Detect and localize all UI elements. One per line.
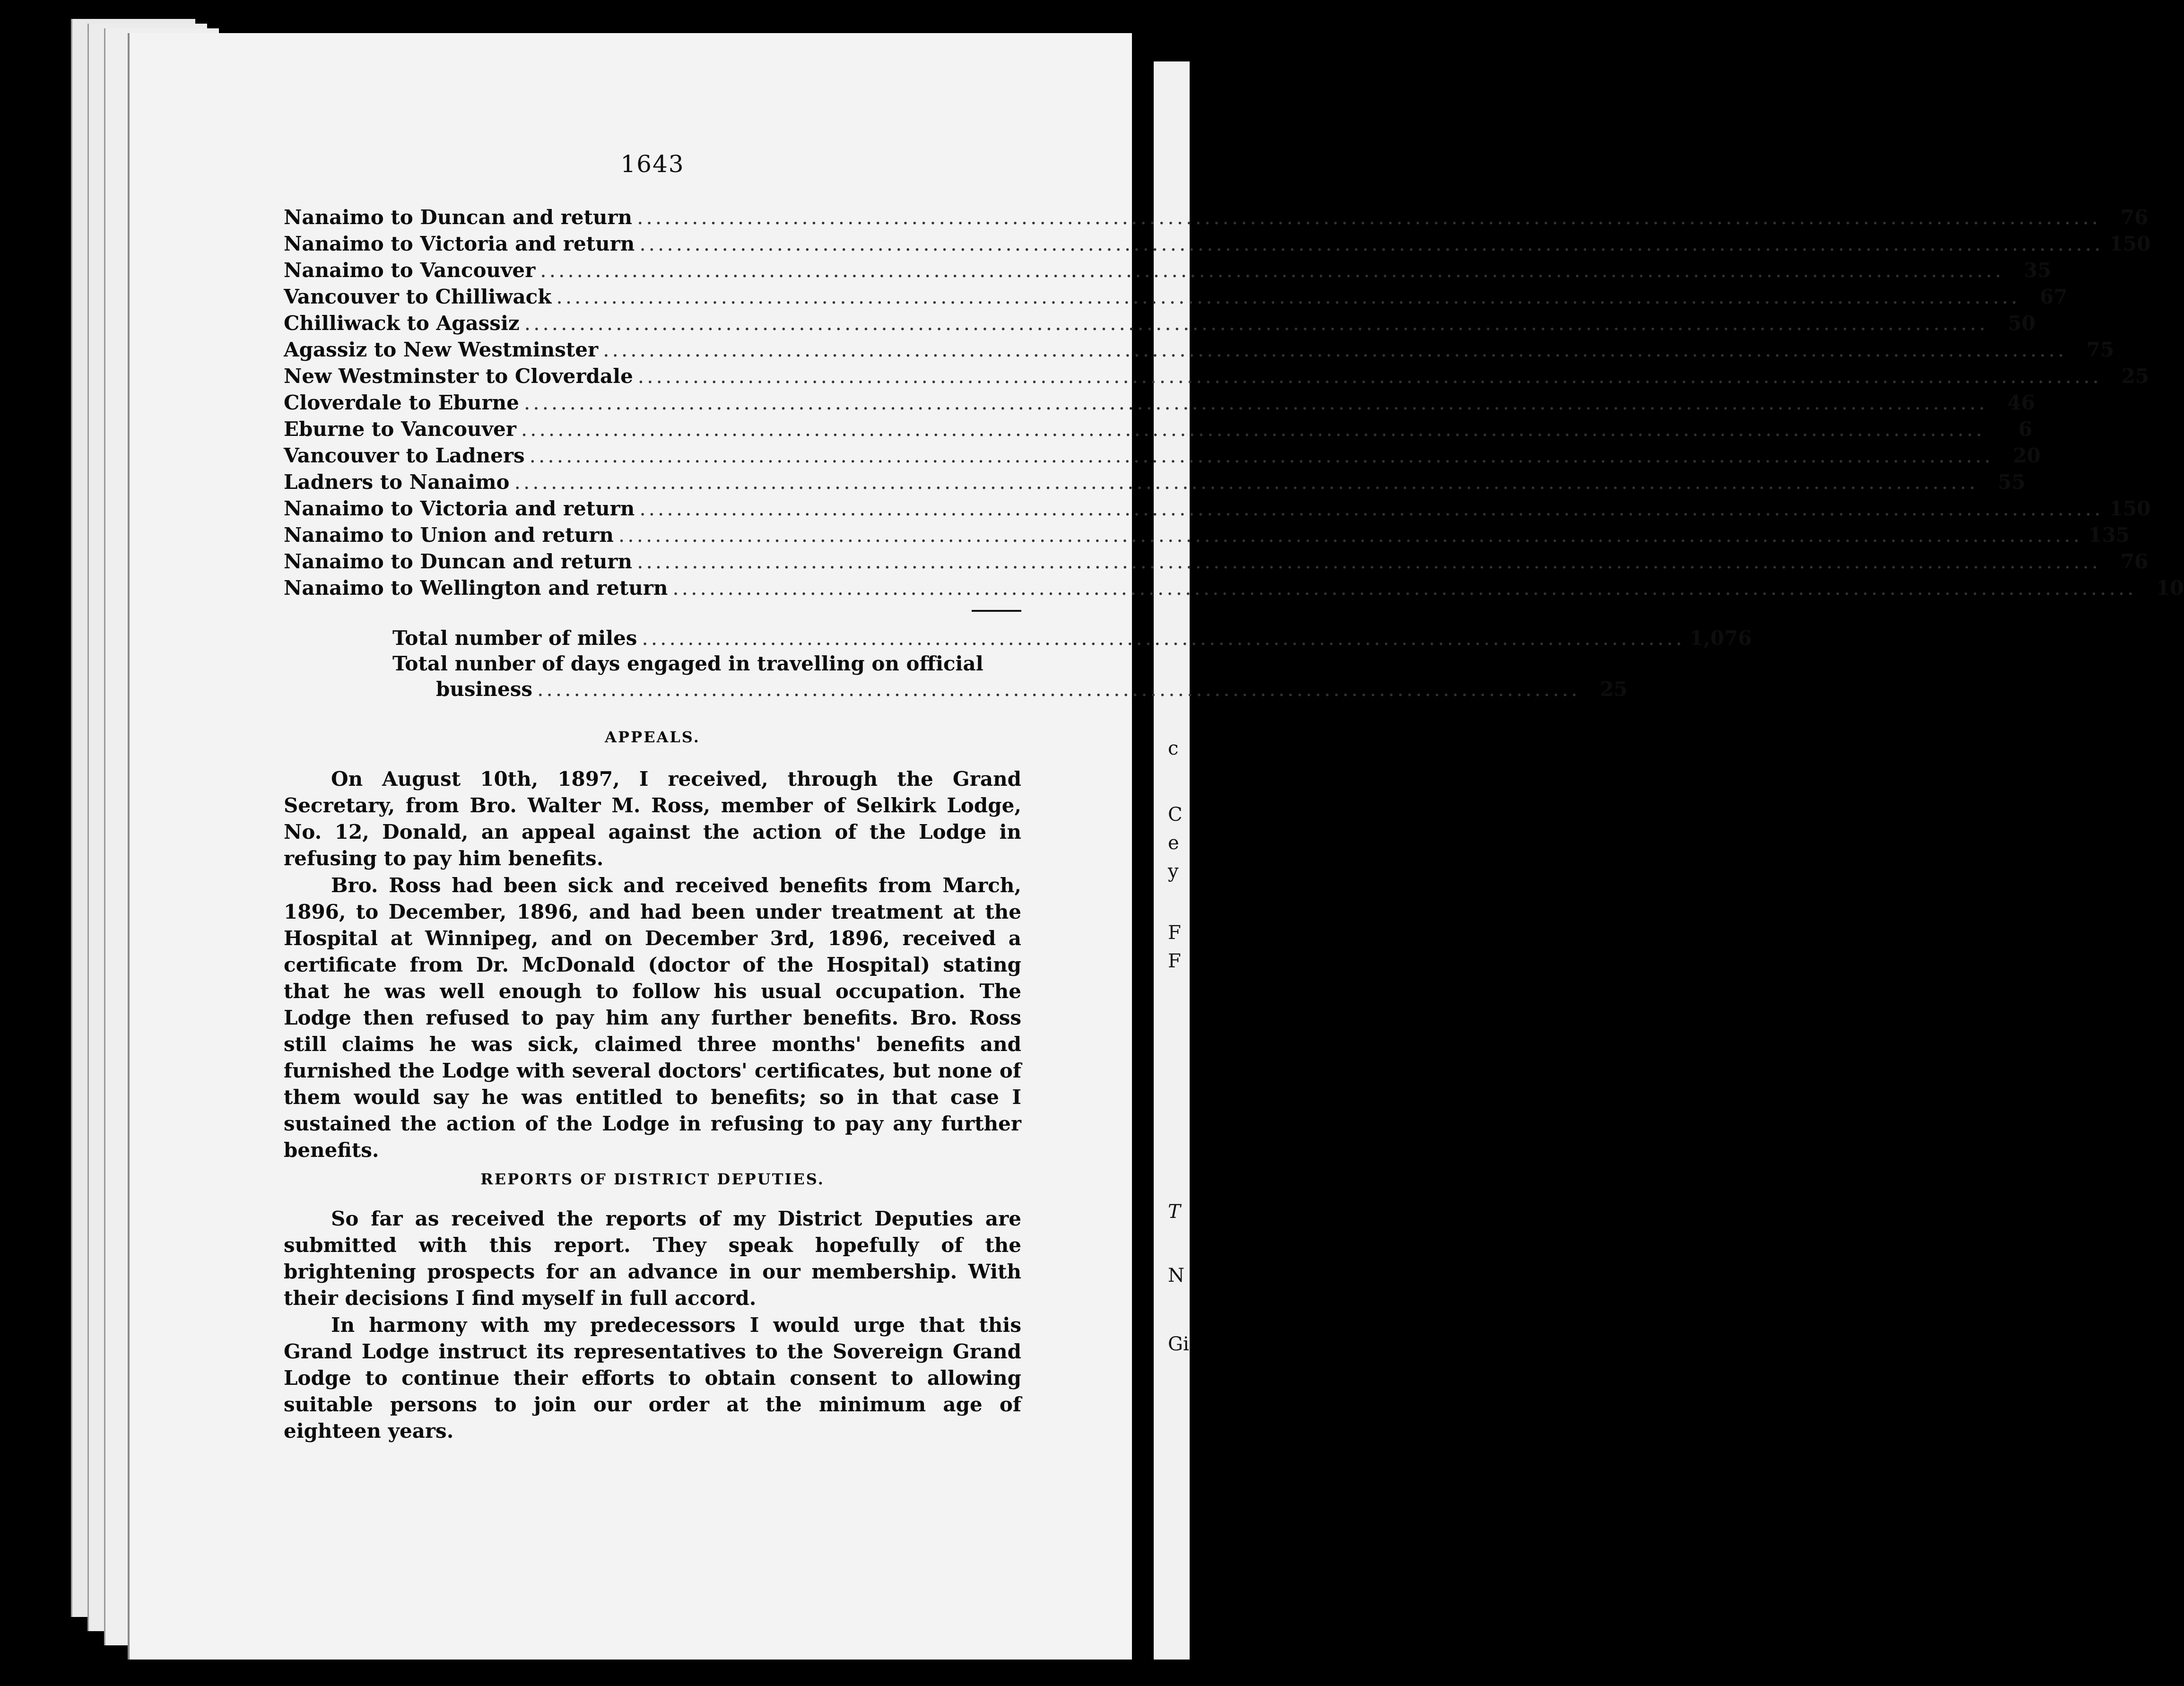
dot-leader: ................................................................................................................................................................ (639, 232, 2104, 255)
dot-leader: .................................................................................................................. (537, 678, 1581, 701)
facing-page-fragment: F (1168, 950, 1181, 972)
dot-leader: .................................................................................................................. (642, 626, 1685, 650)
route-row (284, 497, 2151, 523)
dot-leader: ................................................................................................................................................................ (637, 206, 2101, 229)
facing-page-fragment: N (1168, 1265, 1184, 1286)
route-label: Nanaimo to Union and return (284, 523, 614, 547)
route-miles: 135 (2088, 523, 2130, 547)
route-miles: 50 (2008, 312, 2036, 335)
route-label: Chilliwack to Agassiz (284, 312, 520, 335)
total-miles-row (392, 626, 1752, 652)
route-row (284, 470, 2026, 497)
dot-leader: ................................................................................................................................................................ (514, 470, 1978, 494)
route-row (284, 365, 2149, 391)
route-label: Nanaimo to Duncan and return (284, 550, 633, 573)
dot-leader: ................................................................................................................................................................ (672, 576, 2137, 600)
route-label: Nanaimo to Duncan and return (284, 206, 633, 229)
facing-page-fragment: y (1168, 860, 1179, 882)
district-deputies-heading: REPORTS OF DISTRICT DEPUTIES. (480, 1170, 825, 1188)
route-label: New Westminster to Cloverdale (284, 365, 633, 388)
dot-leader: ................................................................................................................................................................ (556, 285, 2020, 308)
route-row (284, 444, 2041, 470)
route-label: Agassiz to New Westminster (284, 338, 599, 361)
total-days-row-2 (392, 678, 1628, 703)
appeals-paragraph-2: Bro. Ross had been sick and received benefits from March, 1896, to December, 1896, and had been under treatment at the Hospital at Winnipeg, and on December 3rd, 1896, received a certificate from Dr. McDonald (doctor of the Hospital) stating that he was well enough to follow his usual occupation. The Lodge then refused to pay him any further benefits. Bro. Ross still claims he was sick, claimed three months' benefits and furnished the Lodge with several doctors' certificates, but none of them would say he was entitled to benefits; so in that case I sustained the action of the Lodge in refusing to pay any further benefits. (284, 874, 1021, 1162)
route-miles: 20 (2013, 444, 2041, 467)
route-miles: 150 (2109, 497, 2151, 520)
facing-page-fragment: C (1168, 804, 1183, 826)
route-miles: 55 (1998, 470, 2026, 494)
total-days-label-cont: business (436, 678, 533, 701)
total-days-value: 25 (1600, 678, 1628, 701)
dot-leader: ................................................................................................................................................................ (529, 444, 1993, 467)
facing-page-fragment: Gi (1168, 1333, 1189, 1355)
route-row (284, 550, 2149, 576)
facing-page-fragment: e (1168, 832, 1179, 854)
mileage-list (284, 206, 2184, 603)
district-deputies-paragraph-1: So far as received the reports of my District Deputies are submitted with this report. They speak hopefully of the brightening prospects for an advance in our membership. With their decisions I find myself in full accord. (284, 1207, 1021, 1310)
route-miles: 6 (2018, 417, 2032, 441)
route-row (284, 391, 2035, 417)
appeals-heading: APPEALS. (605, 728, 700, 746)
route-row (284, 576, 2184, 603)
route-miles: 76 (2120, 550, 2149, 573)
page-number: 1643 (620, 150, 685, 178)
route-label: Nanaimo to Wellington and return (284, 576, 668, 600)
total-days-label: Total nunber of days engaged in travelling on official (392, 652, 983, 675)
route-miles: 10 (2156, 576, 2184, 600)
dot-leader: ................................................................................................................................................................ (637, 365, 2102, 388)
route-row (284, 232, 2151, 259)
route-row (284, 417, 2032, 444)
route-row (284, 312, 2036, 338)
route-label: Vancouver to Chilliwack (284, 285, 552, 308)
route-miles: 35 (2023, 259, 2052, 282)
route-row (284, 523, 2130, 550)
dot-leader: ................................................................................................................................................................ (637, 550, 2101, 573)
dot-leader: ................................................................................................................................................................ (540, 259, 2004, 282)
total-miles-value: 1,076 (1689, 626, 1752, 650)
dot-leader: ................................................................................................................................................................ (521, 417, 1985, 441)
route-label: Cloverdale to Eburne (284, 391, 519, 414)
total-miles-label: Total number of miles (392, 626, 637, 650)
route-label: Nanaimo to Vancouver (284, 259, 536, 282)
route-row (284, 285, 2068, 312)
appeals-paragraph-1: On August 10th, 1897, I received, through the Grand Secretary, from Bro. Walter M. Ross, member of Selkirk Lodge, No. 12, Donald, an appeal against the action of the Lodge in refusing to pay him benefits. (284, 767, 1021, 870)
total-days-row-1 (392, 652, 1021, 678)
route-label: Ladners to Nanaimo (284, 470, 510, 494)
dot-leader: ................................................................................................................................................................ (618, 523, 2082, 547)
route-miles: 25 (2121, 365, 2149, 388)
route-label: Vancouver to Ladners (284, 444, 525, 467)
route-row (284, 259, 2052, 285)
total-rule (972, 610, 1021, 612)
facing-page-fragment: T (1168, 1201, 1181, 1223)
route-row (284, 206, 2149, 232)
route-miles: 76 (2120, 206, 2149, 229)
dot-leader: ................................................................................................................................................................ (603, 338, 2067, 361)
dot-leader: ................................................................................................................................................................ (523, 391, 1988, 414)
facing-page-fragment: c (1168, 738, 1179, 759)
totals-block (392, 626, 1752, 703)
facing-page-fragment: F (1168, 922, 1181, 944)
dot-leader: ................................................................................................................................................................ (524, 312, 1988, 335)
route-miles: 67 (2039, 285, 2068, 308)
route-label: Eburne to Vancouver (284, 417, 516, 441)
dot-leader: ................................................................................................................................................................ (639, 497, 2104, 520)
route-row (284, 338, 2114, 365)
route-miles: 150 (2109, 232, 2151, 255)
route-miles: 46 (2007, 391, 2035, 414)
route-miles: 75 (2086, 338, 2114, 361)
route-label: Nanaimo to Victoria and return (284, 497, 635, 520)
route-label: Nanaimo to Victoria and return (284, 232, 635, 255)
district-deputies-paragraph-2: In harmony with my predecessors I would urge that this Grand Lodge instruct its representatives to the Sovereign Grand Lodge to continue their efforts to obtain consent to allowing suitable persons to join our order at the minimum age of eighteen years. (284, 1313, 1021, 1443)
